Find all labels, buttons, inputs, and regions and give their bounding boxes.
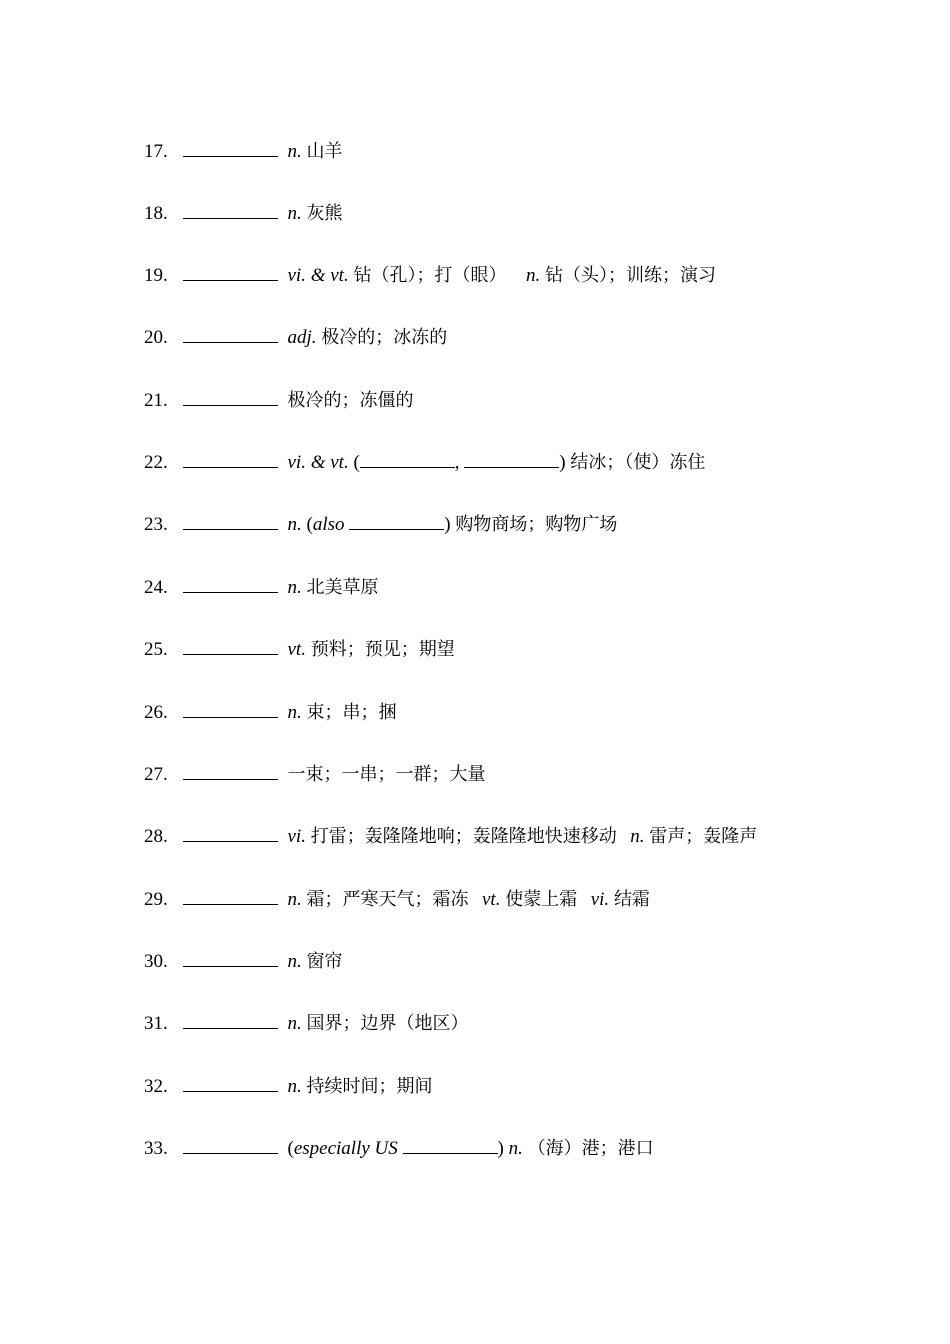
definition: 束；串；捆 xyxy=(306,702,397,723)
past-participle-blank[interactable] xyxy=(464,448,559,468)
vocab-item-24 xyxy=(144,573,379,601)
vocab-item-23 xyxy=(144,510,617,538)
definition-2: 钻（头）；训练；演习 xyxy=(544,265,716,286)
close-paren: ) xyxy=(444,514,451,535)
item-number: 32. xyxy=(144,1076,168,1097)
part-of-speech: n. xyxy=(287,577,302,598)
vocab-item-29 xyxy=(144,885,650,913)
item-number: 27. xyxy=(144,764,168,785)
answer-blank[interactable] xyxy=(183,448,278,468)
definition-2: 雷声；轰隆声 xyxy=(649,826,758,847)
definition: 窗帘 xyxy=(306,951,343,972)
part-of-speech: n. xyxy=(508,1138,523,1159)
answer-blank[interactable] xyxy=(183,1134,278,1154)
item-number: 20. xyxy=(144,327,168,348)
definition-3: 结霜 xyxy=(613,889,650,910)
part-of-speech-2: n. xyxy=(630,826,645,847)
vocab-item-17 xyxy=(144,137,343,165)
open-paren: ( xyxy=(353,452,360,473)
vocab-item-21 xyxy=(144,386,414,414)
part-of-speech: adj. xyxy=(287,327,317,348)
vocab-item-33 xyxy=(144,1134,654,1162)
answer-blank[interactable] xyxy=(183,573,278,593)
part-of-speech: n. xyxy=(287,951,302,972)
definition: 钻（孔）；打（眼） xyxy=(353,265,507,286)
part-of-speech: vi. & vt. xyxy=(287,265,349,286)
item-number: 18. xyxy=(144,203,168,224)
answer-blank[interactable] xyxy=(183,635,278,655)
item-number: 25. xyxy=(144,639,168,660)
vocab-item-32 xyxy=(144,1072,433,1100)
answer-blank[interactable] xyxy=(183,137,278,157)
item-number: 17. xyxy=(144,141,168,162)
definition: 购物商场；购物广场 xyxy=(455,514,618,535)
part-of-speech-2: n. xyxy=(525,265,541,286)
part-of-speech: vi. xyxy=(287,826,306,847)
answer-blank[interactable] xyxy=(183,323,278,343)
item-number: 24. xyxy=(144,577,168,598)
definition: 灰熊 xyxy=(306,203,343,224)
answer-blank[interactable] xyxy=(183,698,278,718)
part-of-speech: vt. xyxy=(287,639,306,660)
answer-blank[interactable] xyxy=(183,1072,278,1092)
vocab-item-25 xyxy=(144,635,455,663)
definition: 结冰；（使）冻住 xyxy=(570,452,706,473)
part-of-speech: n. xyxy=(287,1013,302,1034)
part-of-speech: n. xyxy=(287,514,302,535)
part-of-speech: vi. & vt. xyxy=(287,452,349,473)
answer-blank[interactable] xyxy=(183,1009,278,1029)
vocab-item-28 xyxy=(144,822,757,850)
item-number: 19. xyxy=(144,265,168,286)
item-number: 22. xyxy=(144,452,168,473)
part-of-speech: n. xyxy=(287,702,302,723)
vocab-item-20 xyxy=(144,323,447,351)
vocab-item-30 xyxy=(144,947,343,975)
item-number: 33. xyxy=(144,1138,168,1159)
definition: 打雷；轰隆隆地响；轰隆隆地快速移动 xyxy=(310,826,617,847)
part-of-speech-3: vi. xyxy=(590,889,610,910)
definition: 国界；边界（地区） xyxy=(306,1013,469,1034)
item-number: 29. xyxy=(144,889,168,910)
vocab-item-31 xyxy=(144,1009,469,1037)
definition: 预料；预见；期望 xyxy=(310,639,455,660)
item-number: 31. xyxy=(144,1013,168,1034)
vocab-item-27 xyxy=(144,760,486,788)
variant-note: also xyxy=(312,514,345,535)
part-of-speech-2: vt. xyxy=(482,889,501,910)
answer-blank[interactable] xyxy=(183,947,278,967)
variant-blank[interactable] xyxy=(403,1134,498,1154)
definition: 极冷的；冰冻的 xyxy=(321,327,448,348)
item-number: 28. xyxy=(144,826,168,847)
answer-blank[interactable] xyxy=(183,760,278,780)
variant-blank[interactable] xyxy=(349,510,444,530)
answer-blank[interactable] xyxy=(183,386,278,406)
answer-blank[interactable] xyxy=(183,885,278,905)
definition: 一束；一串；一群；大量 xyxy=(287,764,486,785)
definition: 霜；严寒天气；霜冻 xyxy=(306,889,469,910)
vocab-item-18 xyxy=(144,199,343,227)
item-number: 21. xyxy=(144,390,168,411)
past-tense-blank[interactable] xyxy=(360,448,455,468)
definition: 极冷的；冻僵的 xyxy=(287,390,414,411)
comma: , xyxy=(454,452,460,473)
close-paren: ) xyxy=(497,1138,504,1159)
answer-blank[interactable] xyxy=(183,510,278,530)
definition: 持续时间；期间 xyxy=(306,1076,433,1097)
open-paren: ( xyxy=(287,1138,294,1159)
open-paren: ( xyxy=(306,514,313,535)
answer-blank[interactable] xyxy=(183,261,278,281)
part-of-speech: n. xyxy=(287,1076,302,1097)
vocab-item-22 xyxy=(144,448,705,476)
definition: （海）港；港口 xyxy=(527,1138,654,1159)
close-paren: ) xyxy=(559,452,566,473)
item-number: 30. xyxy=(144,951,168,972)
variant-note: especially US xyxy=(293,1138,398,1159)
part-of-speech: n. xyxy=(287,889,302,910)
part-of-speech: n. xyxy=(287,141,302,162)
item-number: 23. xyxy=(144,514,168,535)
vocab-item-26 xyxy=(144,698,397,726)
definition: 山羊 xyxy=(306,141,343,162)
part-of-speech: n. xyxy=(287,203,302,224)
answer-blank[interactable] xyxy=(183,199,278,219)
definition: 北美草原 xyxy=(306,577,379,598)
vocab-item-19 xyxy=(144,261,716,289)
definition-2: 使蒙上霜 xyxy=(505,889,578,910)
item-number: 26. xyxy=(144,702,168,723)
answer-blank[interactable] xyxy=(183,822,278,842)
